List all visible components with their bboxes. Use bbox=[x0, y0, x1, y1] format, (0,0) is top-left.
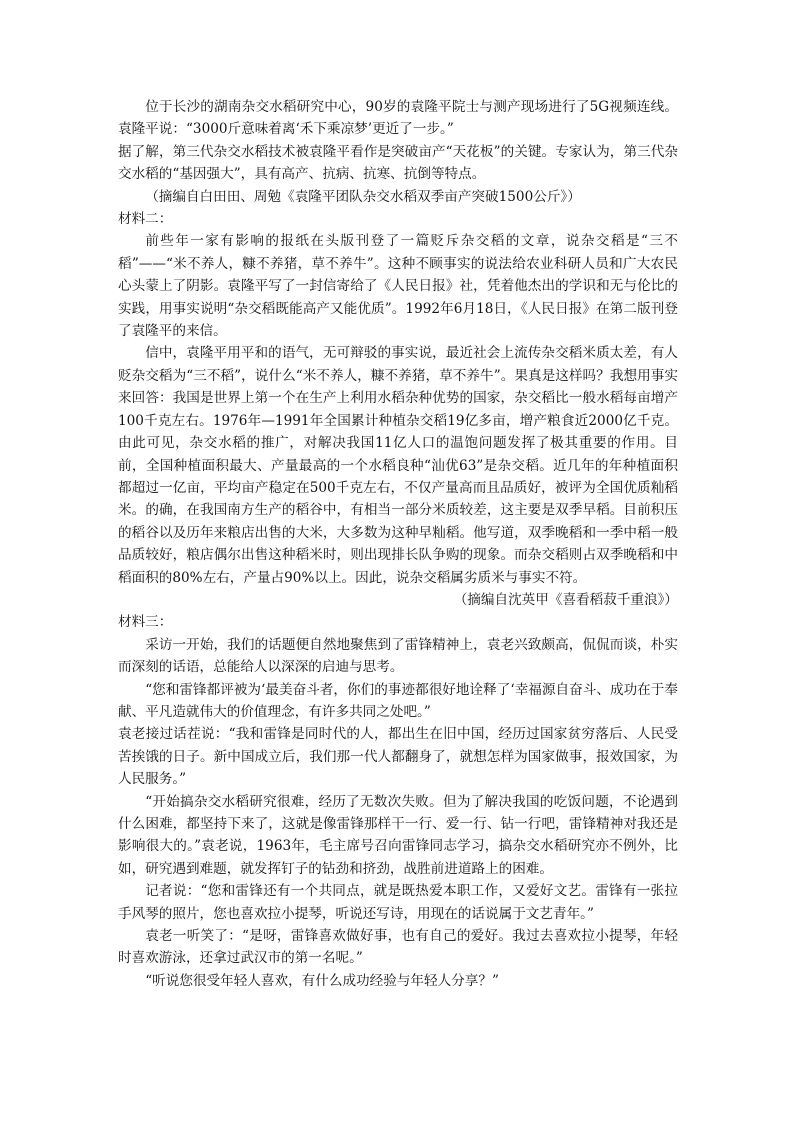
material-two-heading: 材料二： bbox=[118, 211, 173, 228]
source-citation-2: （摘编自沈英甲《喜看稻菽千重浪》） bbox=[453, 591, 678, 608]
paragraph-letter: 信中，袁隆平用平和的语气，无可辩驳的事实说，最近社会上流传杂交稻米质太差，有人贬杂交稻为“三不稻”，说什么“米不养人，糠不养猪，草不养牛”。果真是这样吗？我想用事实来回答：我国是世界上第一个在生产上利用水稻杂种优势的国家，杂交稻比一般水稻每亩增产100千克左右。1976年—1991年全国累计种植杂交稻19亿多亩，增产粮食近2000亿千克。由此可见，杂交水稻的推广，对解决我国11亿人口的温饱问题发挥了极其重要的作用。目前，全国种植面积最大、产量最高的一个水稻良种“汕优63”是杂交稻。近几年的年种植面积都超过一亿亩，平均亩产稳定在500千克左右，不仅产量高而且品质好，被评为全国优质籼稻米。的确，在我国南方生产的稻谷中，有相当一部分米质较差，这主要是双季早稻。目前积压的稻谷以及历年来粮店出售的大米，大多数为这种早籼稻。他写道，双季晚稻和一季中稻一般品质较好，粮店偶尔出售这种稻米时，则出现排长队争购的现象。而杂交稻则占双季晚稻和中稻面积的80%左右，产量占90%以上。因此，说杂交稻属劣质米与事实不符。 bbox=[118, 345, 678, 586]
paragraph-answer-era: 袁老接过话茬说：“我和雷锋是同时代的人，都出生在旧中国，经历过国家贫穷落后、人民受苦挨饿的日子。新中国成立后，我们那一代人都翻身了，就想怎样为国家做事，报效国家，为人民服务。” bbox=[118, 726, 678, 788]
paragraph-reporter-hobbies: 记者说：“您和雷锋还有一个共同点，就是既热爱本职工作，又爱好文艺。雷锋有一张拉手风琴的照片，您也喜欢拉小提琴，听说还写诗，用现在的话说属于文艺青年。” bbox=[118, 883, 678, 922]
paragraph-interview-start: 采访一开始，我们的话题便自然地聚焦到了雷锋精神上，袁老兴致颇高，侃侃而谈，朴实而深刻的话语，总能给人以深深的启迪与思考。 bbox=[118, 636, 678, 676]
paragraph-answer-research: “开始搞杂交水稻研究很难，经历了无数次失败。但为了解决我国的吃饭问题，不论遇到什么困难，都坚持下来了，这就是像雷锋那样干一行、爱一行、钻一行吧，雷锋精神对我还是影响很大的。”袁老说，1963年，毛主席号召向雷锋同志学习，搞杂交水稻研究亦不例外，比如，研究遇到难题，就发挥钉子的钻劲和挤劲，战胜前进道路上的困难。 bbox=[118, 793, 678, 877]
source-citation-1: （摘编自白田田、周勉《袁隆平团队杂交水稻双季亩产突破1500公斤》） bbox=[145, 188, 581, 205]
material-three-heading: 材料三： bbox=[118, 614, 173, 631]
paragraph-answer-hobbies: 袁老一听笑了：“是呀，雷锋喜欢做好事，也有自己的爱好。我过去喜欢拉小提琴，年轻时喜欢游泳，还拿过武汉市的第一名呢。” bbox=[118, 928, 678, 967]
paragraph-intro: 位于长沙的湖南杂交水稻研究中心，90岁的袁隆平院士与测产现场进行了5G视频连线。袁隆平说：“3000斤意味着离‘禾下乘凉梦’更近了一步。” bbox=[118, 99, 678, 138]
document-page bbox=[118, 96, 678, 992]
paragraph-question-youth: “听说您很受年轻人喜欢，有什么成功经验与年轻人分享？” bbox=[145, 972, 499, 989]
paragraph-question-leifeng: “您和雷锋都评被为‘最美奋斗者，你们的事迹都很好地诠释了‘幸福源自奋斗、成功在于奉献、平凡造就伟大的价值理念，有许多共同之处吧。” bbox=[118, 681, 678, 720]
paragraph-background: 据了解，第三代杂交水稻技术被袁隆平看作是突破亩产“天花板”的关键。专家认为，第三代杂交水稻的“基因强大”，具有高产、抗病、抗寒、抗倒等特点。 bbox=[118, 143, 678, 183]
paragraph-newspaper: 前些年一家有影响的报纸在头版刊登了一篇贬斥杂交稻的文章，说杂交稻是“三不稻”——“米不养人，糠不养猪，草不养牛”。这种不顾事实的说法给农业科研人员和广大农民心头蒙上了阴影。袁隆平写了一封信寄给了《人民日报》社，凭着他杰出的学识和无与伦比的实践，用事实说明“杂交稻既能高产又能优质”。1992年6月18日，《人民日报》在第二版刊登了袁隆平的来信。 bbox=[118, 233, 678, 340]
